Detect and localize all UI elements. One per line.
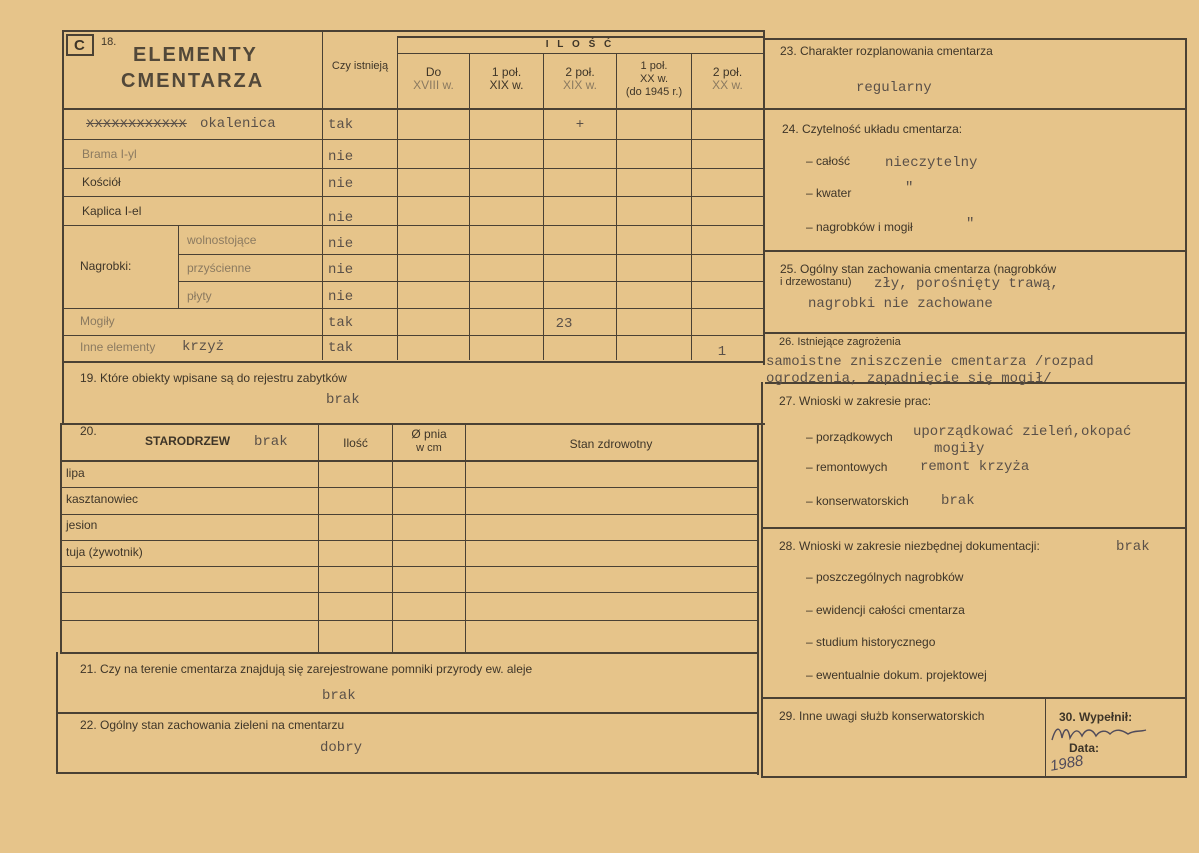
section-18-title-line1: ELEMENTY xyxy=(133,44,258,66)
period-header-xviii: Do XVIII w. xyxy=(413,65,454,92)
section-18-number: 18. xyxy=(101,36,117,48)
column-header-diameter: Ø pnia w cm xyxy=(411,427,447,454)
section-27-item-value: brak xyxy=(941,493,975,509)
section-24-item-value: " xyxy=(966,216,975,232)
card-code-box xyxy=(66,34,94,56)
element-row-label: Kościół xyxy=(82,175,121,189)
column-header-ilosc: I L O Ś Ć xyxy=(545,39,615,50)
card-code: C xyxy=(74,37,85,54)
section-27-item-value: uporządkować zieleń,okopać xyxy=(913,424,1132,440)
period-header-1-xix: 1 poł. XIX w. xyxy=(489,65,524,92)
element-row-exists: tak xyxy=(328,340,354,356)
section-28-item: – ewidencji całości cmentarza xyxy=(806,603,965,617)
column-header-ilosc: Ilość xyxy=(343,436,368,450)
section-25-value-line1: zły, porośnięty trawą, xyxy=(874,276,1059,292)
period-header-1-xx: 1 poł. XX w. (do 1945 r.) xyxy=(625,60,683,98)
section-28-item: – studium historycznego xyxy=(806,635,936,649)
section-23-label: 23. Charakter rozplanowania cmentarza xyxy=(780,44,993,58)
tree-row-label: lipa xyxy=(66,466,85,480)
section-27-item-label: – remontowych xyxy=(806,460,888,474)
section-22-label: 22. Ogólny stan zachowania zieleni na cmentarzu xyxy=(80,718,345,732)
period-header-2-xx: 2 poł. XX w. xyxy=(712,65,743,92)
tree-row-label: tuja (żywotnik) xyxy=(66,545,143,559)
element-row-label: przyścienne xyxy=(187,261,252,275)
element-row-count: 1 xyxy=(717,344,727,360)
section-25-label-line2: i drzewostanu) xyxy=(780,276,852,288)
section-28-item: – ewentualnie dokum. projektowej xyxy=(806,668,987,682)
section-26-label: 26. Istniejące zagrożenia xyxy=(779,336,901,348)
element-row-exists: tak xyxy=(328,117,354,133)
section-23-value: regularny xyxy=(856,80,932,96)
element-row-count: + xyxy=(575,117,585,133)
section-30-date-value: 1988 xyxy=(1048,752,1085,775)
section-24-item-value: nieczytelny xyxy=(885,155,978,171)
section-19-label: 19. Które obiekty wpisane są do rejestru zabytków xyxy=(80,371,347,385)
column-header-exists: Czy istnieją xyxy=(331,60,389,72)
section-27-label: 27. Wnioski w zakresie prac: xyxy=(779,394,932,408)
element-row-label: Brama I-yl xyxy=(82,147,137,161)
section-27-item-label: – porządkowych xyxy=(806,430,893,444)
section-25-value-line2: nagrobki nie zachowane xyxy=(808,296,993,312)
section-24-item-value: " xyxy=(905,180,914,196)
section-22-value: dobry xyxy=(320,740,363,756)
section-26-value-line1: samoistne zniszczenie cmentarza /rozpad xyxy=(766,354,1094,370)
section-28-label: 28. Wnioski w zakresie niezbędnej dokumentacji: xyxy=(779,539,1040,553)
section-29-label: 29. Inne uwagi służb konserwatorskich xyxy=(779,709,985,723)
element-row-exists: tak xyxy=(328,315,354,331)
element-row-exists: nie xyxy=(328,210,354,226)
element-row-label: Kaplica I-el xyxy=(82,204,142,218)
section-21-label: 21. Czy na terenie cmentarza znajdują się zarejestrowane pomniki przyrody ew. aleje xyxy=(80,662,533,676)
element-row-label: Inne elementy xyxy=(80,340,156,354)
period-header-2-xix: 2 poł. XIX w. xyxy=(562,65,597,92)
element-row-exists: nie xyxy=(328,236,354,252)
section-18-title-line2: CMENTARZA xyxy=(121,70,265,92)
element-row-exists: nie xyxy=(328,262,354,278)
section-27-item-value: remont krzyża xyxy=(920,459,1030,475)
element-row-count: 23 xyxy=(555,316,573,332)
element-row-strike: xxxxxxxxxxxx xyxy=(86,116,187,132)
tree-row-label: kasztanowiec xyxy=(66,492,139,506)
section-20-number: 20. xyxy=(80,424,97,438)
nagrobki-label: Nagrobki: xyxy=(80,259,132,273)
element-row-typed: krzyż xyxy=(182,339,225,355)
section-25-label-line1: 25. Ogólny stan zachowania cmentarza (nagrobków xyxy=(780,262,1057,276)
section-27-item-value: mogiły xyxy=(934,441,985,457)
section-24-item-label: – kwater xyxy=(806,186,852,200)
tree-row-label: jesion xyxy=(66,518,98,532)
section-24-item-label: – całość xyxy=(806,154,851,168)
section-20-value: brak xyxy=(254,434,288,450)
section-28-value: brak xyxy=(1116,539,1150,555)
element-row-label: płyty xyxy=(187,289,212,303)
column-header-health: Stan zdrowotny xyxy=(569,437,653,451)
section-26-value-line2: ogrodzenia, zapadnięcie się mogił/ xyxy=(766,371,1052,387)
section-28-item: – poszczególnych nagrobków xyxy=(806,570,964,584)
element-row-label: wolnostojące xyxy=(187,233,257,247)
element-row-label: okalenica xyxy=(200,116,276,132)
element-row-exists: nie xyxy=(328,149,354,165)
section-30-label: 30. Wypełnił: xyxy=(1059,710,1133,724)
section-27-item-label: – konserwatorskich xyxy=(806,494,909,508)
element-row-label: Mogiły xyxy=(80,314,115,328)
section-20-title: STARODRZEW xyxy=(145,434,231,448)
section-19-value: brak xyxy=(326,392,360,408)
element-row-exists: nie xyxy=(328,289,354,305)
section-24-item-label: – nagrobków i mogił xyxy=(806,220,913,234)
section-24-label: 24. Czytelność układu cmentarza: xyxy=(782,122,963,136)
signature-scribble xyxy=(1050,722,1150,746)
element-row-exists: nie xyxy=(328,176,354,192)
section-30-date-label: Data: xyxy=(1069,741,1100,755)
section-21-value: brak xyxy=(322,688,356,704)
